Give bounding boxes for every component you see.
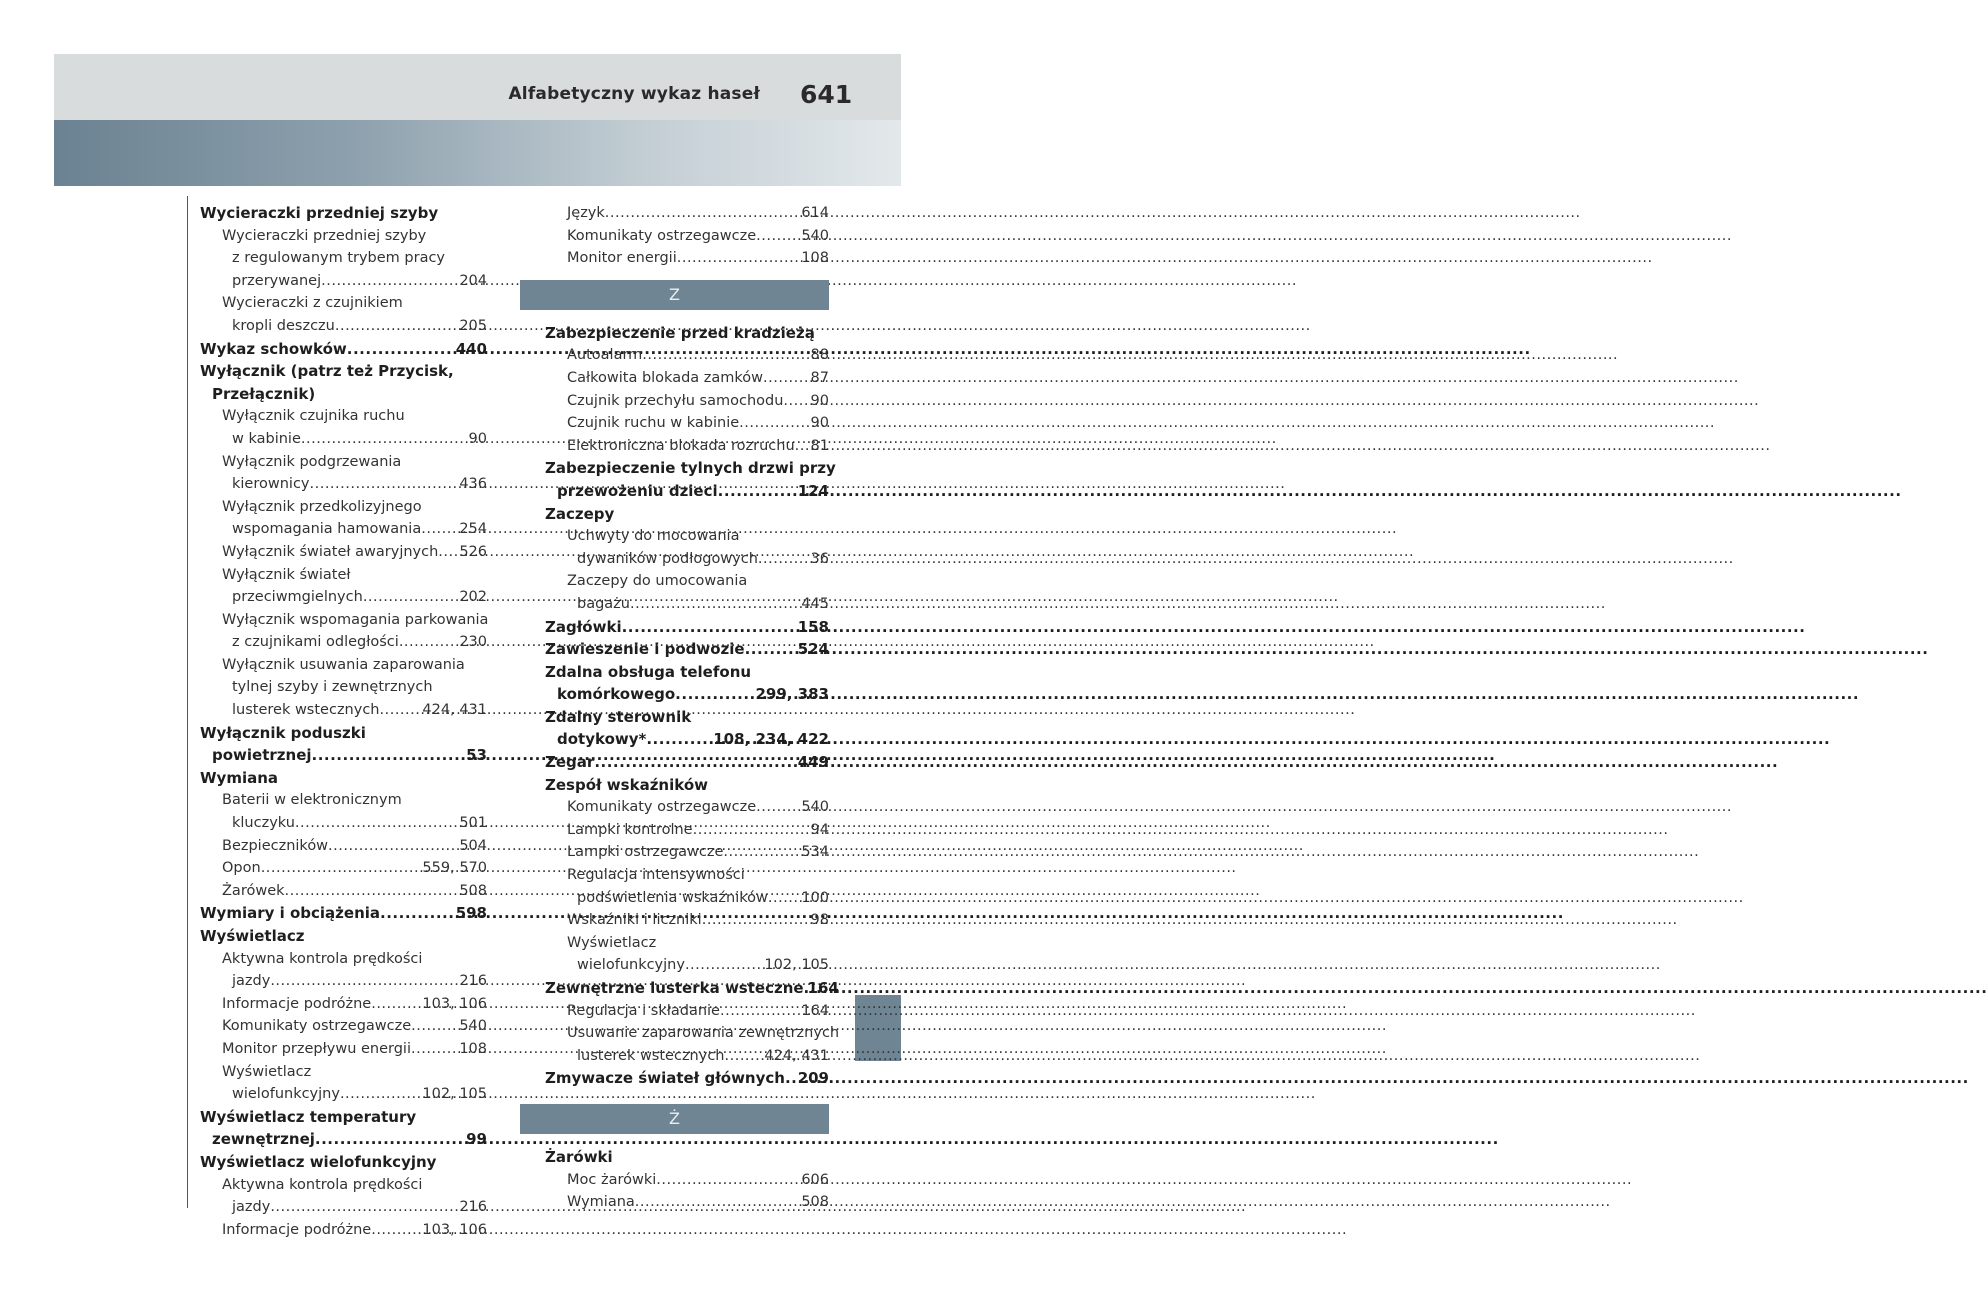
dot-leader [718,480,798,503]
index-entry [200,518,487,541]
dot-leader [630,593,801,616]
index-entry-term: z czujnikami odległości [232,634,399,651]
index-entry-term: Wyłącznik usuwania zaparowania [222,656,465,673]
dot-leader [622,616,798,639]
dot-leader [438,541,459,564]
dot-leader [310,473,460,496]
index-entry-term: Wymiana [567,1194,635,1211]
index-entry [200,225,487,248]
index-entry-term: Wycieraczki przedniej szyby [222,227,427,244]
index-entry [200,609,487,632]
index-entry-page: 540 [801,799,829,816]
index-entry-term: Baterii w elektronicznym [222,792,402,809]
index-entry [200,405,487,428]
index-entry [200,473,487,496]
dot-leader [328,835,459,858]
index-entry [200,247,487,270]
index-entry [545,525,829,548]
index-entry [200,654,487,677]
index-entry-term: Zdalny sterownik [545,707,692,726]
index-entry [545,728,829,751]
index-entry-term: Wyświetlacz [200,927,305,945]
index-entry-term: Wyświetlacz [567,934,657,951]
index-entry [200,338,487,361]
index-entry [545,1169,829,1192]
index-entry [200,586,487,609]
index-entry-term: Opon [222,860,261,877]
index-entry-page: 164 [807,979,839,997]
index-entry [545,1146,829,1169]
dot-leader [635,1191,802,1214]
index-entry-term: Wyłącznik poduszki [200,723,366,742]
index-entry-term: zewnętrznej [212,1130,315,1149]
index-entry-term: Autoalarm [567,347,643,364]
dot-leader [315,1128,466,1151]
index-entry-term: Wyłącznik (patrz też Przycisk, [200,362,454,381]
index-entry [545,548,829,571]
index-entry-term: z regulowanym trybem pracy [232,250,446,267]
index-entry-term: lusterek wstecznych [232,702,380,719]
dot-leader [335,315,459,338]
dot-leader [321,270,459,293]
index-entry [200,767,487,790]
index-entry-term: jazdy [232,973,271,990]
index-entry [545,202,829,225]
dot-leader [411,1038,459,1061]
index-entry [545,841,829,864]
index-entry-term: Regulacja i składanie [567,1002,720,1019]
index-entry-term: wielofunkcyjny [577,957,685,974]
index-entry-page: 108 [801,250,829,267]
index-entry-term: Zegar [545,753,595,772]
index-entry-term: Bezpieczników [222,837,329,854]
index-entry [545,864,829,887]
index-entry [545,412,829,435]
index-entry [200,1151,487,1174]
dot-leader [295,812,459,835]
index-entry [545,435,829,458]
index-entry [545,796,829,819]
index-entry [545,616,829,639]
index-entry-page: 230 [459,634,487,651]
index-entry [545,683,829,706]
index-entry [545,661,829,684]
dot-leader [371,993,422,1016]
index-entry-term: Wyświetlacz wielofunkcyjny [200,1152,437,1171]
index-entry-term: wspomagania hamowania [232,521,422,538]
index-entry-page: 108 [459,1040,487,1057]
dot-leader [380,699,423,722]
index-entry-term: tylnej szyby i zewnętrznych [232,679,433,696]
index-entry-term: Lampki kontrolne [567,821,693,838]
index-entry-term: podświetlenia wskaźników [577,889,768,906]
index-entry-term: Wyświetlacz temperatury [200,1107,417,1126]
index-entry-page: 559, 570 [422,860,487,877]
index-entry-page: 36 [810,550,829,567]
index-entry [545,1067,829,1090]
index-entry [200,880,487,903]
index-entry-page: 598 [455,904,487,923]
index-entry-term: Wyłącznik czujnika ruchu [222,408,405,425]
index-entry-page: 94 [810,821,829,838]
dot-leader [745,638,798,661]
index-column-right [545,202,840,1214]
dot-leader [270,970,459,993]
dot-leader [702,909,811,932]
index-entry-page: 449 [797,753,829,772]
dot-leader [756,796,801,819]
index-entry-term: Zmywacze świateł głównych [545,1069,785,1088]
index-entry-page: 508 [459,882,487,899]
index-entry-page: 424, 431 [422,702,487,719]
dot-leader [677,247,802,270]
index-entry-page: 524 [797,640,829,659]
index-entry-page: 102, 105 [764,957,829,974]
index-entry [200,1038,487,1061]
index-entry-term: Komunikaty ostrzegawcze [222,1018,412,1035]
dot-leader [693,819,811,842]
index-entry-term: lusterek wstecznych [577,1047,725,1064]
index-entry-term: dywaników podłogowych [577,550,758,567]
index-entry-page: 204 [459,272,487,289]
dot-leader [656,1169,801,1192]
index-entry [200,202,487,225]
index-entry-page: 614 [801,205,829,221]
index-entry-term: Elektroniczna blokada rozruchu [567,437,795,454]
index-entry [200,292,487,315]
index-entry [200,993,487,1016]
dot-leader [768,887,801,910]
header-banner [54,120,901,186]
index-entry-term: Czujnik ruchu w kabinie [567,415,740,432]
index-entry [200,1083,487,1106]
index-entry-page: 124 [797,481,829,500]
index-entry-term: Wyłącznik świateł awaryjnych [222,543,439,560]
dot-leader [685,954,764,977]
index-entry [200,1106,487,1129]
index-entry-page: 440 [455,339,487,358]
index-entry-term: Wskaźniki i liczniki [567,912,702,929]
index-entry [200,970,487,993]
index-entry-term: Moc żarówki [567,1171,657,1188]
dot-leader [756,225,801,248]
index-entry-page: 90 [810,415,829,432]
index-entry-page: 540 [801,227,829,244]
index-entry-term: Zaczepy do umocowania [567,573,748,590]
dot-leader [261,857,423,880]
index-entry-page: 436 [459,476,487,493]
index-entry [200,315,487,338]
index-entry [545,390,829,413]
index-column-left [200,202,487,1241]
dot-leader [594,751,797,774]
dot-leader [270,1196,459,1219]
index-entry-term: Zabezpieczenie tylnych drzwi przy [545,459,836,478]
index-entry-page: 98 [810,912,829,929]
index-entry-term: Żarówki [545,1147,613,1166]
index-entry [200,699,487,722]
index-entry-term: Wymiary i obciążenia [200,904,381,923]
index-entry [200,451,487,474]
index-entry [545,225,829,248]
index-entry-term: kluczyku [232,815,295,832]
index-entry [200,496,487,519]
index-entry-term: Wyświetlacz [222,1063,312,1080]
dot-leader [785,1067,798,1090]
index-entry-term: Aktywna kontrola prędkości [222,950,423,967]
column-divider [187,196,188,1208]
index-entry [200,631,487,654]
index-entry [200,676,487,699]
dot-leader [399,631,460,654]
index-entry-term: kierownicy [232,476,310,493]
index-entry-term: Całkowita blokada zamków [567,369,764,386]
index-entry-page: 205 [459,317,487,334]
index-entry [545,909,829,932]
index-entry [200,270,487,293]
index-entry [200,428,487,451]
index-entry [545,503,829,526]
index-entry-term: Zaczepy [545,504,615,523]
index-entry [200,564,487,587]
index-entry [545,774,829,797]
index-entry [545,1045,829,1068]
index-list-zz [545,1146,829,1214]
index-entry-page: 99 [466,1130,487,1149]
index-entry-page: 81 [810,437,829,454]
index-entry [545,1022,840,1045]
dot-leader [795,435,811,458]
index-entry-term: bagażu [577,595,630,612]
index-entry-page: 299, 383 [755,685,829,704]
index-entry [545,932,829,955]
index-entry-term: Informacje podróżne [222,995,372,1012]
index-entry-term: Wymiana [200,768,279,787]
index-entry [200,1174,487,1197]
dot-leader [421,518,459,541]
index-entry-term: wielofunkcyjny [232,1086,340,1103]
dot-leader [605,202,802,225]
dot-leader [301,428,469,451]
index-entry-term: Monitor przepływu energii [222,1040,411,1057]
index-entry-page: 209 [797,1069,829,1088]
index-entry [545,593,829,616]
index-entry-page: 216 [459,1199,487,1216]
dot-leader [340,1083,422,1106]
index-entry [545,570,829,593]
index-entry-term: przerywanej [232,272,322,289]
index-entry-page: 526 [459,543,487,560]
dot-leader [312,744,467,767]
index-entry-page: 501 [459,815,487,832]
index-entry [545,638,829,661]
index-entry-term: Zewnętrzne lusterka wsteczne [545,979,804,997]
index-entry-term: Regulacja intensywności [567,867,745,884]
index-entry-page: 202 [459,589,487,606]
index-entry [200,722,487,745]
index-entry-page: 53 [466,746,487,765]
index-entry [200,1061,487,1084]
index-entry-page: 90 [810,392,829,409]
index-entry [545,819,829,842]
header-title: Alfabetyczny wykaz haseł [508,84,760,104]
dot-leader [347,338,456,361]
index-entry-term: Wyłącznik świateł [222,566,351,583]
dot-leader [725,1045,765,1068]
dot-leader [675,683,755,706]
index-entry [545,977,839,1000]
index-entry-term: Zabezpieczenie przed kradzieżą [545,323,815,342]
index-entry-term: Monitor energii [567,250,677,267]
index-entry [545,887,829,910]
index-entry-page: 534 [801,844,829,861]
index-entry-term: Język [567,205,605,221]
index-entry-term: Komunikaty ostrzegawcze [567,799,757,816]
index-entry-term: Wycieraczki z czujnikiem [222,295,403,312]
index-entry [545,706,829,729]
dot-leader [363,586,460,609]
index-entry-page: 445 [801,595,829,612]
index-entry [545,480,829,503]
index-entry [200,744,487,767]
index-entry [200,902,487,925]
index-entry [200,789,487,812]
index-entry-term: dotykowy* [557,730,647,749]
index-entry [200,1219,487,1242]
index-entry [545,367,829,390]
dot-leader [411,1015,459,1038]
index-entry [545,1000,829,1023]
index-entry-page: 504 [459,837,487,854]
index-entry [200,835,487,858]
index-entry-term: Komunikaty ostrzegawcze [567,227,757,244]
index-entry-page: 254 [459,521,487,538]
index-entry-page: 88 [810,347,829,364]
index-entry-page: 102, 105 [422,1086,487,1103]
index-entry-term: w kabinie [232,430,301,447]
index-entry-term: przewożeniu dzieci [557,481,718,500]
dot-leader [723,841,801,864]
dot-leader [763,367,811,390]
index-entry [200,857,487,880]
index-entry-term: komórkowego [557,685,676,704]
index-entry-term: powietrznej [212,746,312,765]
index-entry-page: 540 [459,1018,487,1035]
index-entry [200,925,487,948]
section-heading-z: Z [520,280,829,310]
index-entry-page: 164 [801,1002,829,1019]
index-entry-term: Usuwanie zaparowania zewnętrznych [567,1025,840,1042]
index-entry-page: 90 [468,430,487,447]
index-entry-term: Czujnik przechyłu samochodu [567,392,784,409]
index-entry-term: jazdy [232,1199,271,1216]
index-entry-term: Lampki ostrzegawcze [567,844,724,861]
dot-leader [739,412,810,435]
index-entry-page: 158 [797,617,829,636]
index-entry-term: Aktywna kontrola prędkości [222,1176,423,1193]
index-entry [200,812,487,835]
dot-leader [285,880,460,903]
index-entry-page: 100 [801,889,829,906]
index-entry-term: Zespół wskaźników [545,775,708,794]
index-entry-term: Zawieszenie i podwozie [545,640,745,659]
dot-leader [642,344,810,367]
index-entry-term: Wyłącznik przedkolizyjnego [222,498,422,515]
index-entry-page: 508 [801,1194,829,1211]
index-entry-term: Wyłącznik wspomagania parkowania [222,611,489,628]
index-entry [200,383,487,406]
index-entry-page: 424, 431 [764,1047,829,1064]
index-entry-page: 606 [801,1171,829,1188]
index-entry [200,541,487,564]
index-entry-term: Zdalna obsługa telefonu [545,662,752,681]
index-entry [545,322,829,345]
index-entry [545,344,829,367]
index-entry [200,1196,487,1219]
index-entry-term: Przełącznik) [212,384,316,403]
index-entry [200,360,487,383]
page-number: 641 [800,80,853,109]
index-entry-term: Żarówek [222,882,285,899]
dot-leader [758,548,811,571]
index-entry-term: Wycieraczki przedniej szyby [200,204,439,222]
dot-leader [783,390,810,413]
dot-leader [380,902,456,925]
index-entry-term: kropli deszczu [232,317,335,334]
index-entry-page: 108, 234, 422 [713,730,829,749]
index-entry-term: Wykaz schowków [200,339,347,358]
index-entry-page: 87 [810,369,829,386]
index-entry [545,247,829,270]
index-entry [545,751,829,774]
index-list-top [545,202,829,270]
index-entry-page: 103, 106 [422,995,487,1012]
index-entry [200,1015,487,1038]
index-entry [200,1128,487,1151]
dot-leader [720,1000,801,1023]
index-entry [545,457,836,480]
index-entry-page: 216 [459,973,487,990]
index-entry [545,1191,829,1214]
index-entry-term: Wyłącznik podgrzewania [222,453,402,470]
header-bar [54,54,901,120]
index-entry [200,948,487,971]
index-entry-term: Uchwyty do mocowania [567,528,740,545]
section-heading-zz: Ż [520,1104,829,1134]
index-entry-term: Zagłówki [545,617,622,636]
index-entry-term: przeciwmgielnych [232,589,363,606]
index-entry [545,954,829,977]
index-entry-term: Informacje podróżne [222,1221,372,1238]
index-entry-page: 103, 106 [422,1221,487,1238]
dot-leader [371,1219,422,1242]
dot-leader [646,728,713,751]
index-list-z [545,322,840,1090]
